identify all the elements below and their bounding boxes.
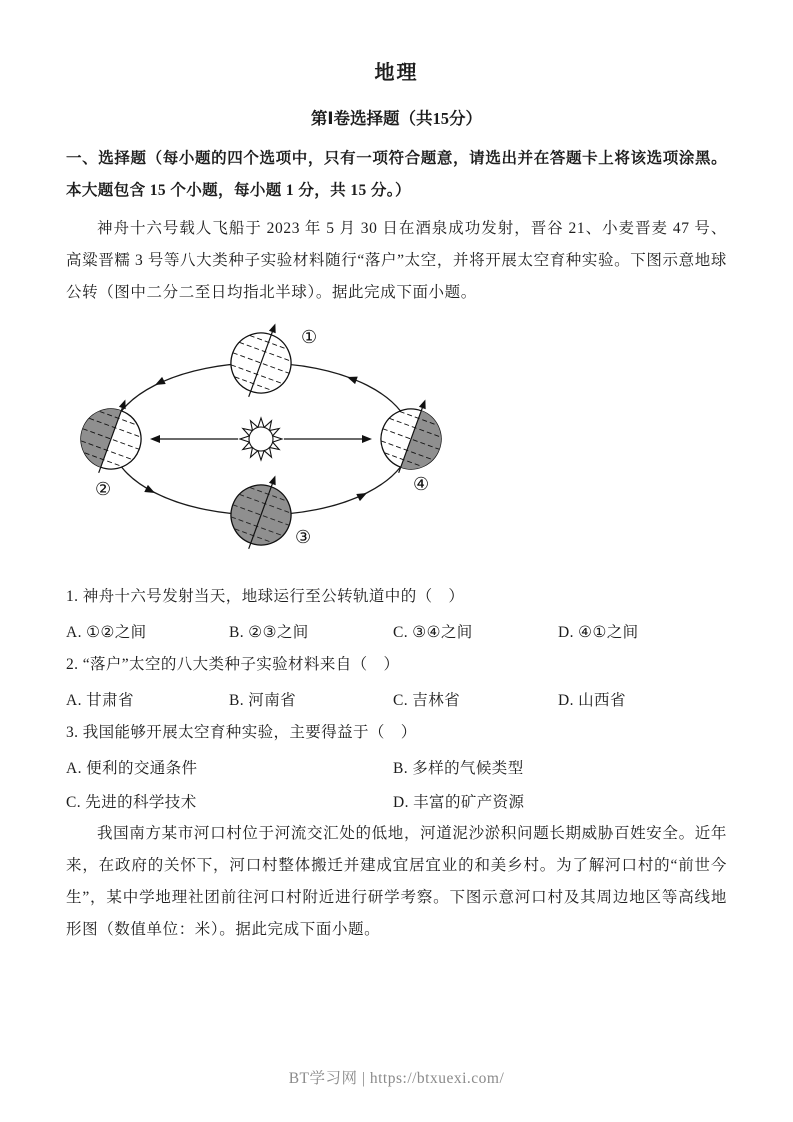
page-title: 地理: [374, 62, 419, 84]
sun-icon: [240, 418, 282, 460]
question-1-option-a: A. ①②之间: [66, 624, 147, 641]
question-2: [66, 654, 727, 710]
earth-position-2: [70, 389, 153, 483]
passage-2: 我国南方某市河口村位于河流交汇处的低地，河道泥沙淤积问题长期威胁百姓安全。近年来，在政府的关怀下，河口村整体搬迁并建成宜居宜业的和美乡村。为了解河口村的“前世今生”，某中学地理社团前往河口村附近进行研学考察。下图示意河口村及其周边地区等高线地形图（数值单位：米）。据此完成下面小题。: [66, 825, 727, 938]
earth-revolution-figure: [66, 317, 727, 574]
label-position-3: ③: [295, 527, 312, 547]
section-instructions: 一、选择题（每小题的四个选项中，只有一项符合题意，请选出并在答题卡上将该选项涂黑。本大题包含 15 个小题，每小题 1 分，共 15 分。）: [66, 150, 727, 199]
question-3-option-b: B. 多样的气候类型: [393, 760, 524, 777]
earth-position-4: [370, 389, 453, 483]
question-3: [66, 722, 727, 812]
question-2-options: [66, 688, 727, 710]
question-3-options: [66, 756, 727, 812]
question-1: [66, 586, 727, 642]
orbit-arrow-top-right-icon: [346, 373, 358, 384]
footer-watermark: BT学习网 | https://btxuexi.com/: [288, 1070, 505, 1087]
axis-arrow-icon: [269, 474, 279, 485]
section-i-title: 第Ⅰ卷选择题（共15分）: [310, 109, 483, 128]
question-3-option-a: A. 便利的交通条件: [66, 760, 198, 777]
earth-position-1: [220, 317, 303, 407]
orbit-arrow-bottom-left-icon: [144, 485, 157, 497]
label-position-1: ①: [301, 327, 318, 347]
question-3-option-c: C. 先进的科学技术: [66, 794, 197, 811]
question-3-option-d: D. 丰富的矿产资源: [393, 794, 525, 811]
sun-ray-left-arrow-icon: [150, 435, 160, 443]
question-1-stem: 1. 神舟十六号发射当天，地球运行至公转轨道中的（ ）: [66, 588, 465, 605]
orbit-arrow-top-left-icon: [153, 377, 166, 389]
orbit-arrow-bottom-right-icon: [356, 489, 369, 501]
question-2-stem: 2. “落户”太空的八大类种子实验材料来自（ ）: [66, 656, 400, 673]
passage-1: 神舟十六号载人飞船于 2023 年 5 月 30 日在酒泉成功发射，晋谷 21、小麦晋麦 47 号、高粱晋糯 3 号等八大类种子实验材料随行“落户”太空，并将开展太空育种实验。下图示意地球公转（图中二分二至日均指北半球）。据此完成下面小题。: [66, 220, 727, 301]
question-2-option-d: D. 山西省: [558, 692, 626, 709]
axis-arrow-icon: [269, 322, 279, 333]
axis-arrow-icon: [419, 398, 429, 409]
question-1-option-d: D. ④①之间: [558, 624, 639, 641]
earth-revolution-diagram: [66, 317, 496, 569]
sun-ray-right-arrow-icon: [362, 435, 372, 443]
question-2-option-c: C. 吉林省: [393, 692, 460, 709]
question-1-option-c: C. ③④之间: [393, 624, 473, 641]
label-position-2: ②: [95, 479, 112, 499]
question-2-option-a: A. 甘肃省: [66, 692, 134, 709]
label-position-4: ④: [413, 474, 430, 494]
question-1-options: [66, 620, 727, 642]
question-2-option-b: B. 河南省: [229, 692, 296, 709]
earth-position-3: [220, 465, 303, 559]
question-1-option-b: B. ②③之间: [229, 624, 309, 641]
question-3-stem: 3. 我国能够开展太空育种实验，主要得益于（ ）: [66, 724, 417, 741]
